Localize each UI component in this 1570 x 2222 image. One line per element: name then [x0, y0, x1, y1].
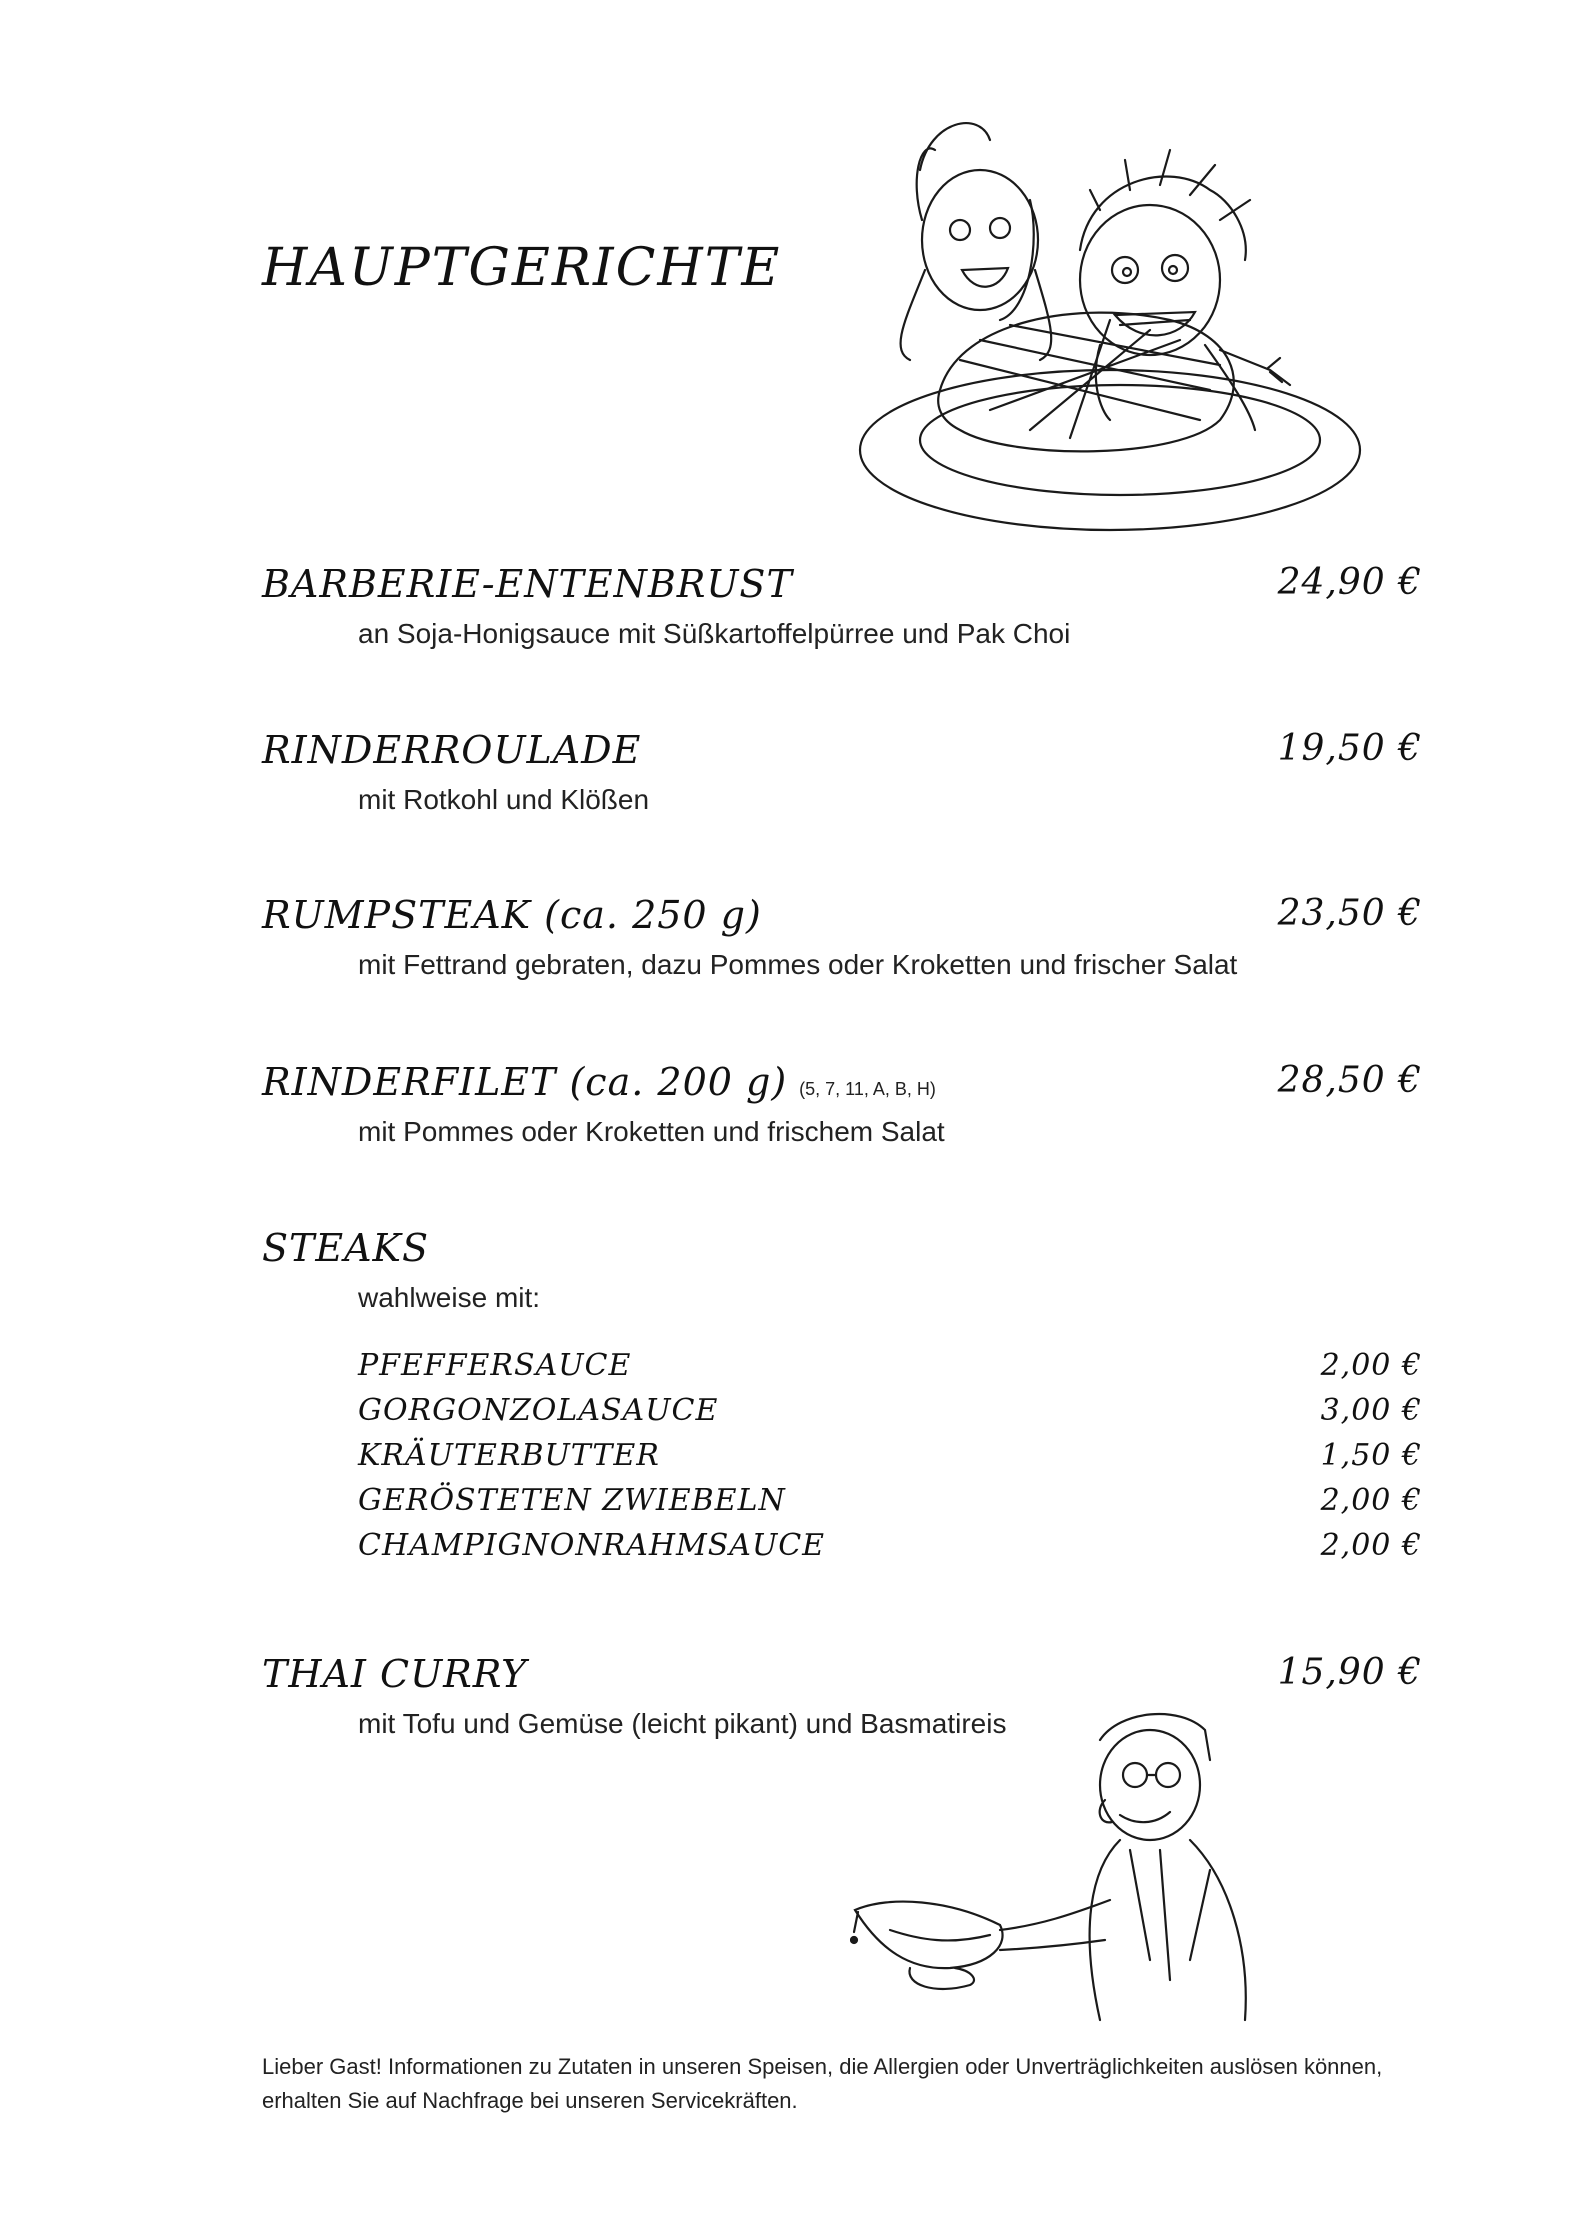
- steak-extras-list: [358, 1348, 1422, 1573]
- dish-name: RINDERROULADE: [262, 728, 642, 772]
- dish-name: STEAKS: [262, 1226, 429, 1270]
- extra-price: 1,50 €: [1320, 1438, 1422, 1473]
- list-item: [358, 1348, 1422, 1393]
- extra-name: GORGONZOLASAUCE: [358, 1393, 719, 1428]
- extra-name: GERÖSTETEN ZWIEBELN: [358, 1483, 786, 1518]
- dish-price: 23,50 €: [1277, 893, 1422, 934]
- list-item: [358, 1528, 1422, 1573]
- dish-name: RINDERFILET (ca. 200 g): [262, 1060, 788, 1104]
- extra-name: CHAMPIGNONRAHMSAUCE: [358, 1528, 826, 1563]
- extra-price: 2,00 €: [1320, 1528, 1422, 1563]
- dish-price: 24,90 €: [1277, 562, 1422, 603]
- dish-steaks: [262, 1226, 1422, 1314]
- list-item: [358, 1438, 1422, 1483]
- dish-rinderroulade: [262, 728, 1422, 816]
- dish-barberie-entenbrust: [262, 562, 1422, 650]
- dish-description: mit Pommes oder Kroketten und frischem Salat: [358, 1116, 945, 1147]
- children-roast-illustration: [850, 120, 1410, 540]
- extra-price: 2,00 €: [1320, 1348, 1422, 1383]
- dish-rinderfilet: [262, 1060, 1422, 1148]
- dish-description: mit Tofu und Gemüse (leicht pikant) und Basmatireis: [358, 1708, 1007, 1739]
- extra-price: 3,00 €: [1320, 1393, 1422, 1428]
- dish-description: wahlweise mit:: [358, 1282, 541, 1313]
- dish-name: BARBERIE-ENTENBRUST: [262, 562, 793, 606]
- dish-price: 28,50 €: [1277, 1060, 1422, 1101]
- dish-price: 19,50 €: [1277, 728, 1422, 769]
- dish-name: RUMPSTEAK (ca. 250 g): [262, 893, 762, 937]
- waiter-gravy-boat-illustration: [850, 1700, 1270, 2040]
- allergen-codes: (5, 7, 11, A, B, H): [799, 1079, 936, 1099]
- dish-name: THAI CURRY: [262, 1652, 528, 1696]
- allergen-notice: Lieber Gast! Informationen zu Zutaten in unseren Speisen, die Allergien oder Unverträglichkeiten auslösen können, erhalten Sie auf Nachfrage bei unseren Servicekräften.: [262, 2054, 1383, 2113]
- page-title: HAUPTGERICHTE: [262, 238, 782, 298]
- dish-description: an Soja-Honigsauce mit Süßkartoffelpürree und Pak Choi: [358, 618, 1071, 649]
- list-item: [358, 1393, 1422, 1438]
- list-item: [358, 1483, 1422, 1528]
- dish-description: mit Rotkohl und Klößen: [358, 784, 650, 815]
- extra-name: KRÄUTERBUTTER: [358, 1438, 660, 1473]
- dish-rumpsteak: [262, 893, 1422, 981]
- dish-price: 15,90 €: [1277, 1652, 1422, 1693]
- dish-description: mit Fettrand gebraten, dazu Pommes oder Kroketten und frischer Salat: [358, 949, 1238, 980]
- extra-name: PFEFFERSAUCE: [358, 1348, 632, 1383]
- extra-price: 2,00 €: [1320, 1483, 1422, 1518]
